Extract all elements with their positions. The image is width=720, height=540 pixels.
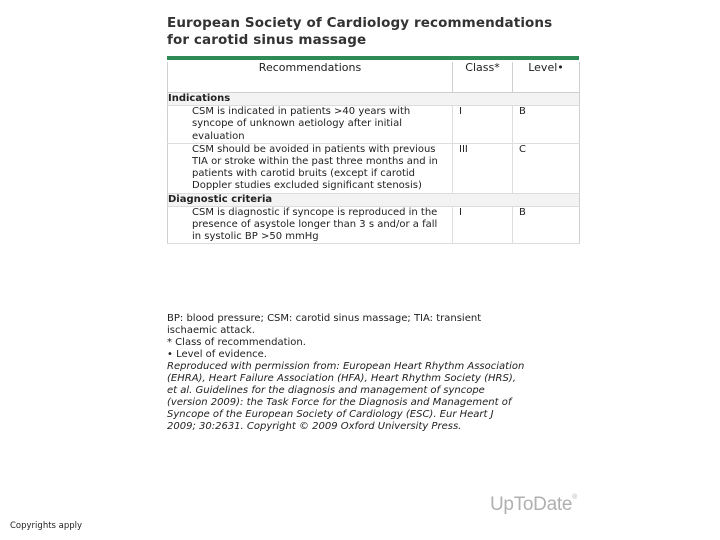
credit-line: Reproduced with permission from: European Heart Rhythm Association: [167, 361, 525, 372]
level-footnote: • Level of evidence.: [167, 349, 267, 360]
credit-line: Syncope of the European Society of Cardiology (ESC). Eur Heart J: [167, 409, 494, 420]
section-row: [168, 193, 580, 206]
table-row: [168, 206, 580, 244]
recommendation-class: I: [453, 206, 513, 244]
copyright-notice: Copyrights apply: [10, 521, 83, 531]
abbreviations-line-1: BP: blood pressure; CSM: carotid sinus massage; TIA: transient: [167, 313, 482, 324]
credit-line: (EHRA), Heart Failure Association (HFA), Heart Rhythm Society (HRS),: [167, 373, 516, 384]
header-class: Class*: [453, 62, 513, 93]
section-label-indications: Indications: [168, 93, 580, 106]
class-footnote: * Class of recommendation.: [167, 337, 306, 348]
title-divider: [167, 56, 579, 60]
recommendation-class: III: [453, 143, 513, 193]
evidence-level: B: [513, 206, 580, 244]
evidence-level: C: [513, 143, 580, 193]
recommendation-text: CSM should be avoided in patients with previous TIA or stroke within the past three months and in patients with carotid bruits (except if carotid Doppler studies excluded significant stenosis): [168, 143, 453, 193]
table-row: [168, 143, 580, 193]
uptodate-logo: [490, 494, 577, 516]
title-line-1: European Society of Cardiology recommendations: [167, 15, 553, 31]
recommendation-text: CSM is diagnostic if syncope is reproduced in the presence of asystole longer than 3 s and/or a fall in systolic BP >50 mmHg: [168, 206, 453, 244]
abbreviations-line-2: ischaemic attack.: [167, 325, 255, 336]
section-row: [168, 93, 580, 106]
credit-line: (version 2009): the Task Force for the Diagnosis and Management of: [167, 397, 512, 408]
recommendations-table: [167, 62, 580, 244]
title-line-2: for carotid sinus massage: [167, 32, 367, 48]
evidence-level: B: [513, 106, 580, 144]
section-label-diagnostic-criteria: Diagnostic criteria: [168, 193, 580, 206]
recommendation-class: I: [453, 106, 513, 144]
credit-line: 2009; 30:2631. Copyright © 2009 Oxford University Press.: [167, 421, 462, 432]
table-footnotes: [167, 313, 587, 433]
table-row: [168, 106, 580, 144]
credit-line: et al. Guidelines for the diagnosis and management of syncope: [167, 385, 485, 396]
logo-text: UpToDate: [490, 494, 573, 515]
registered-mark: ®: [572, 494, 577, 501]
recommendation-text: CSM is indicated in patients >40 years with syncope of unknown aetiology after initial evaluation: [168, 106, 453, 144]
header-level: Level•: [513, 62, 580, 93]
header-recommendations: Recommendations: [168, 62, 453, 93]
table-header-row: [168, 62, 580, 93]
document-title: [167, 15, 587, 49]
